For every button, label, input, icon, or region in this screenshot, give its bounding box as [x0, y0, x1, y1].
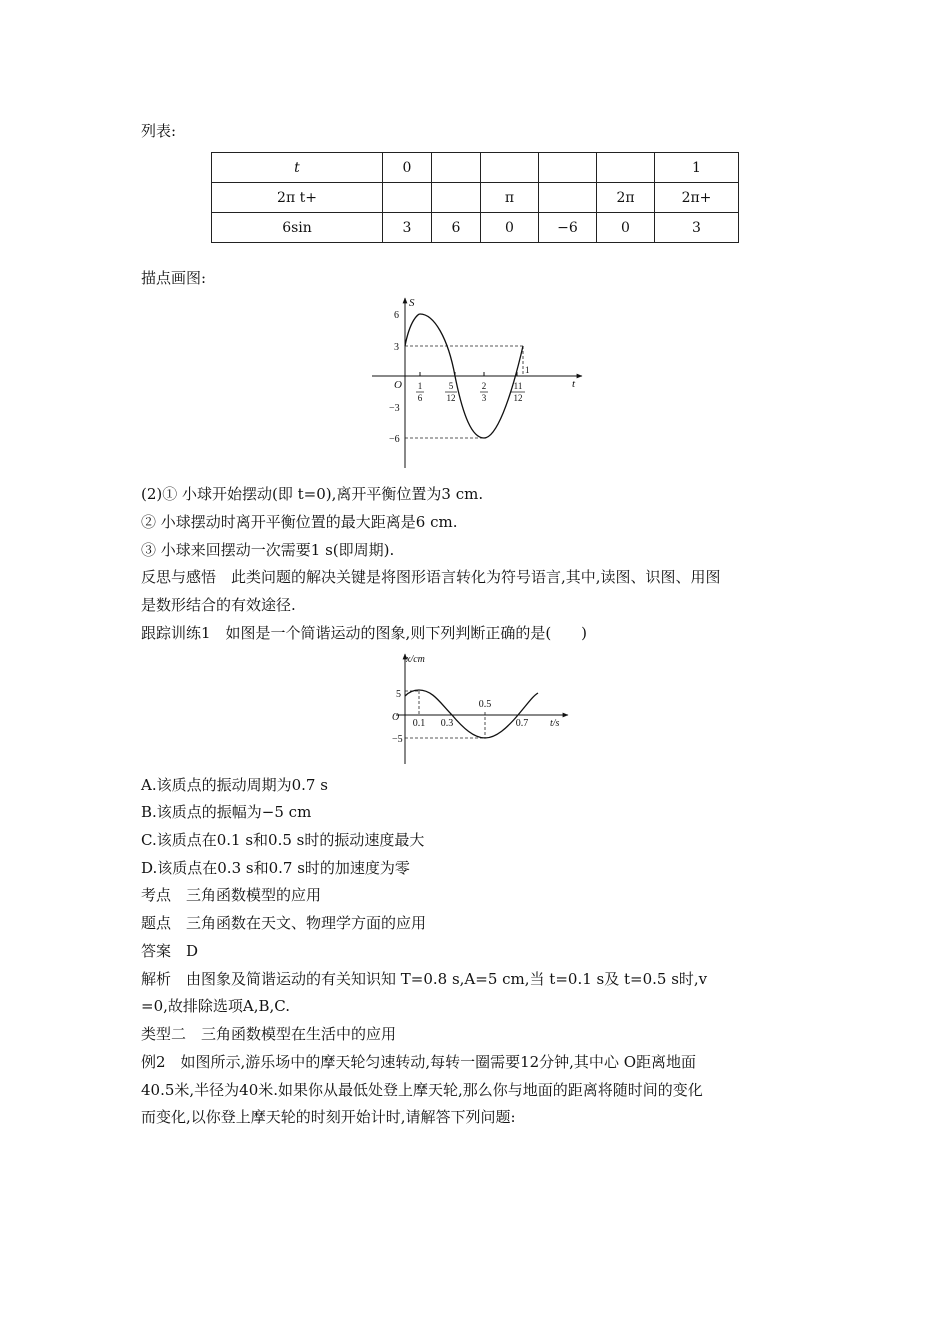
- example-line: 例2 如图所示,游乐场中的摩天轮匀速转动,每转一圈需要12分钟,其中心 O距离地面: [141, 1053, 697, 1071]
- table-cell: 3: [383, 213, 432, 243]
- table-row: [212, 213, 739, 243]
- y-axis-label: x/cm: [406, 654, 425, 665]
- x-tick-numerator: 11: [513, 381, 523, 391]
- y-tick-label: 5: [396, 689, 401, 700]
- table-cell: 6sin: [212, 213, 383, 243]
- table-cell: 1: [655, 153, 739, 183]
- table-cell: [597, 153, 655, 183]
- x-tick-denominator: 3: [481, 393, 487, 403]
- section-heading: 类型二 三角函数模型在生活中的应用: [141, 1025, 397, 1043]
- x-tick-numerator: 1: [417, 381, 423, 391]
- option-d: D.该质点在0.3 s和0.7 s时的加速度为零: [141, 859, 410, 877]
- reflection-line: 是数形结合的有效途径.: [141, 596, 296, 614]
- analysis-line: 解析 由图象及简谐运动的有关知识知 T=0.8 s,A=5 cm,当 t=0.1 s及 t=0.5 s时,v: [141, 970, 708, 988]
- answer-line: ③ 小球来回摆动一次需要1 s(即周期).: [141, 541, 395, 559]
- origin-label: O: [392, 712, 400, 723]
- x-tick-numerator: 2: [481, 381, 487, 391]
- x-axis-label: t/s: [550, 718, 560, 729]
- table-cell: 3: [655, 213, 739, 243]
- y-tick-label: −3: [389, 403, 400, 414]
- table-cell: 0: [481, 213, 539, 243]
- table-cell: −6: [539, 213, 597, 243]
- x-tick-denominator: 6: [417, 393, 423, 403]
- y-tick-label: 3: [394, 342, 399, 353]
- reflection-line: 反思与感悟 此类问题的解决关键是将图形语言转化为符号语言,其中,读图、识图、用图: [141, 568, 721, 586]
- option-a: A.该质点的振动周期为0.7 s: [141, 776, 328, 794]
- table-cell: 2π: [597, 183, 655, 213]
- x-tick-label: 0.7: [515, 718, 529, 729]
- option-b: B.该质点的振幅为−5 cm: [141, 803, 312, 821]
- table-cell: 2π t+: [212, 183, 383, 213]
- topic-line: 考点 三角函数模型的应用: [141, 886, 322, 904]
- table-cell: π: [481, 183, 539, 213]
- table-cell: [539, 153, 597, 183]
- plot-label: 描点画图:: [141, 269, 207, 287]
- answer-line: (2)① 小球开始摆动(即 t=0),离开平衡位置为3 cm.: [141, 485, 484, 503]
- table-row: [212, 183, 739, 213]
- subtopic-line: 题点 三角函数在天文、物理学方面的应用: [141, 914, 427, 932]
- y-tick-label: −6: [389, 434, 400, 445]
- x-tick-denominator: 12: [446, 393, 456, 403]
- table-cell: 0: [597, 213, 655, 243]
- y-tick-label: 6: [394, 310, 399, 321]
- table-cell: [481, 153, 539, 183]
- y-tick-label: −5: [392, 734, 403, 745]
- exercise-line: 跟踪训练1 如图是一个简谐运动的图象,则下列判断正确的是( ): [141, 624, 588, 642]
- answer-key: 答案 D: [141, 942, 199, 960]
- table-cell: [539, 183, 597, 213]
- sine-curve: [405, 690, 538, 738]
- table-cell: t: [212, 153, 383, 183]
- analysis-line: =0,故排除选项A,B,C.: [141, 997, 290, 1015]
- x-tick-numerator: 5: [448, 381, 454, 391]
- x-tick-label: 0.5: [478, 699, 492, 710]
- answer-line: ② 小球摆动时离开平衡位置的最大距离是6 cm.: [141, 513, 458, 531]
- table-cell: 2π+: [655, 183, 739, 213]
- table-cell: 6: [432, 213, 481, 243]
- y-axis-label: S: [409, 297, 415, 309]
- example-line: 40.5米,半径为40米.如果你从最低处登上摩天轮,那么你与地面的距离将随时间的变化: [141, 1081, 703, 1099]
- intro-label: 列表:: [141, 122, 177, 140]
- end-tick-label: 1: [525, 365, 530, 375]
- graph-sine-2: [378, 650, 578, 766]
- table-cell: [432, 183, 481, 213]
- example-line: 而变化,以你登上摩天轮的时刻开始计时,请解答下列问题:: [141, 1108, 516, 1126]
- option-c: C.该质点在0.1 s和0.5 s时的振动速度最大: [141, 831, 425, 849]
- x-tick-label: 0.3: [440, 718, 454, 729]
- graph-sine-1: [360, 292, 590, 472]
- x-tick-label: 0.1: [412, 718, 426, 729]
- table-cell: [383, 183, 432, 213]
- x-axis-label: t: [572, 378, 576, 390]
- origin-label: O: [394, 379, 402, 391]
- table-cell: 0: [383, 153, 432, 183]
- value-table: [211, 152, 739, 243]
- x-tick-denominator: 12: [513, 393, 523, 403]
- table-row: [212, 153, 739, 183]
- table-cell: [432, 153, 481, 183]
